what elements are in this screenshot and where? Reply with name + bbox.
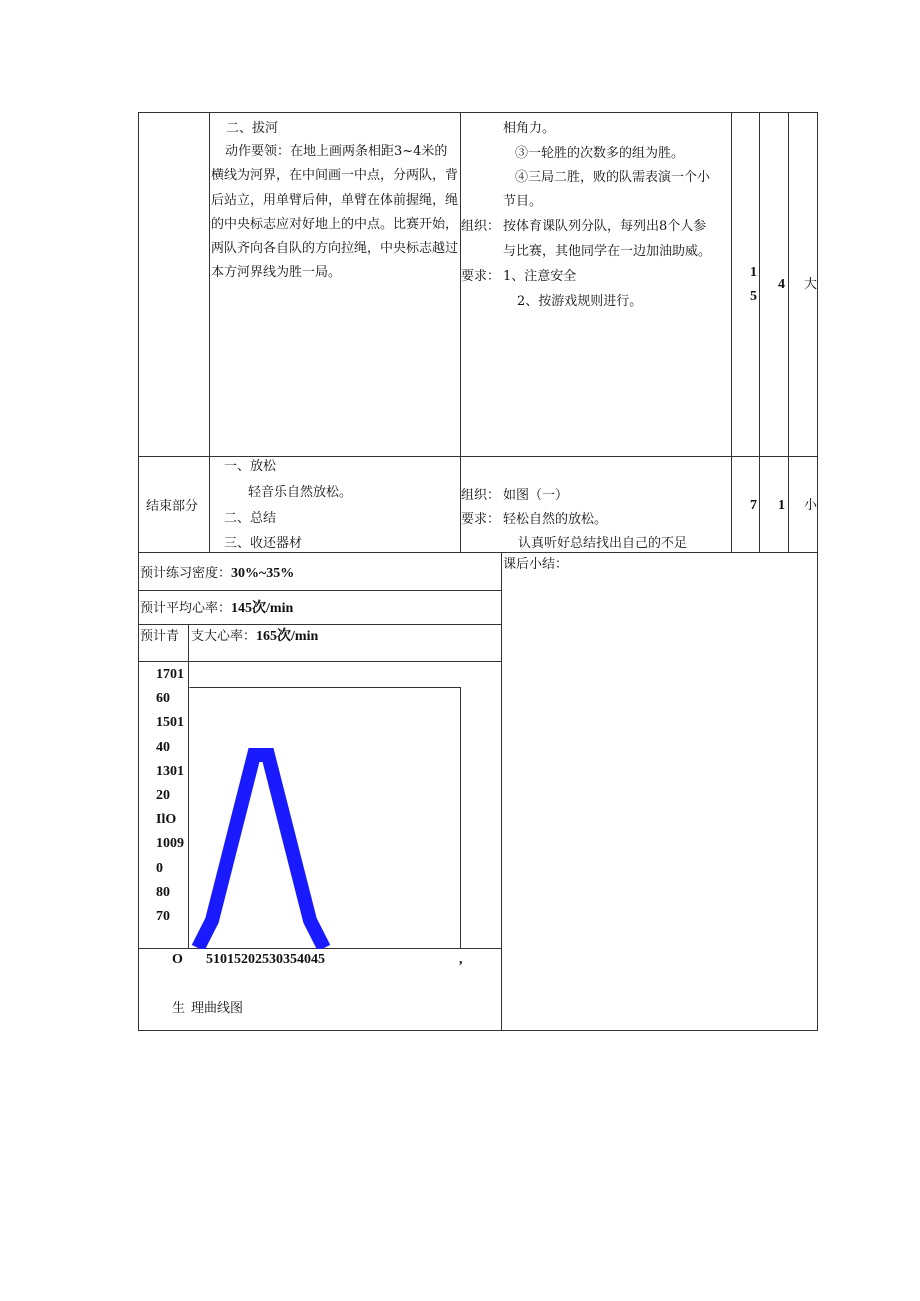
x-origin-label: O bbox=[172, 952, 183, 967]
org-text: 按体育课队列分队，每列出8个人参 bbox=[503, 219, 707, 234]
time-value: 7 bbox=[750, 498, 757, 513]
avg-heart-rate-label: 预计平均心率：145次/min bbox=[140, 601, 294, 616]
y-tick-label: 40 bbox=[156, 739, 170, 755]
content-line: ④三局二胜，败的队需表演一个小 bbox=[515, 170, 711, 185]
avg-heart-rate-value: 145次/min bbox=[231, 601, 294, 616]
content-line: 节目。 bbox=[503, 194, 543, 209]
tug-title: 二、拔河 bbox=[226, 121, 279, 136]
y-tick-label: 1009 bbox=[156, 836, 184, 852]
plot-frame bbox=[190, 688, 461, 949]
count-value: 1 bbox=[778, 498, 785, 513]
y-tick-label: 1501 bbox=[156, 715, 184, 731]
time-value: 1 bbox=[750, 265, 757, 280]
y-tick-label: 0 bbox=[156, 860, 163, 876]
content-line: 相角力。 bbox=[503, 121, 556, 136]
req-item: 2、按游戏规则进行。 bbox=[517, 294, 643, 309]
summary-label: 课后小结： bbox=[503, 557, 569, 572]
ending-item: 二、总结 bbox=[224, 511, 277, 526]
ending-item: 三、收还器材 bbox=[224, 536, 303, 551]
max-heart-rate-label-a: 预计青 bbox=[140, 629, 180, 644]
ending-item: 一、放松 bbox=[224, 459, 277, 474]
time-value: 5 bbox=[750, 289, 757, 304]
density-label: 预计练习密度：30%~35% bbox=[140, 566, 295, 581]
max-heart-rate-value: 165次/min bbox=[256, 629, 319, 644]
heart-rate-series-line bbox=[198, 755, 324, 948]
y-tick-label: 20 bbox=[156, 788, 170, 803]
intensity-value: 小 bbox=[804, 498, 818, 513]
y-tick-label: IlO bbox=[156, 812, 177, 828]
req-item: 1、注意安全 bbox=[503, 269, 577, 284]
y-tick-label: 60 bbox=[156, 691, 170, 707]
chart-caption: 理曲线图 bbox=[191, 1001, 244, 1016]
org-text: 如图（一） bbox=[503, 488, 569, 503]
y-tick-label: 1301 bbox=[156, 763, 184, 779]
req-text: 轻松自然的放松。 bbox=[503, 512, 608, 527]
intensity-value: 大 bbox=[804, 277, 818, 292]
org-text: 与比赛，其他同学在一边加油助威。 bbox=[503, 244, 712, 259]
y-tick-label: 70 bbox=[156, 909, 170, 924]
x-trailing-mark: , bbox=[459, 952, 463, 967]
content-line: ③一轮胜的次数多的组为胜。 bbox=[515, 146, 685, 161]
chart-caption-left: 生 bbox=[172, 1001, 186, 1016]
max-heart-rate-label: 支大心率：165次/min bbox=[191, 629, 319, 644]
section-label: 结束部分 bbox=[146, 499, 199, 514]
count-value: 4 bbox=[778, 277, 785, 292]
req-label: 要求： bbox=[461, 269, 501, 284]
density-value: 30%~35% bbox=[231, 566, 295, 581]
org-label: 组织： bbox=[461, 219, 501, 234]
tug-description: 动作要领：在地上画两条相距3~4米的横线为河界，在中间画一中点，分两队，背后站立，用单臂后伸，单臂在体前握绳，绳的中央标志应对好地上的中点。比赛开始，两队齐向各自队的方向拉绳，中央标志越过本方河界线为胜一局。 bbox=[211, 144, 459, 281]
y-tick-label: 1701 bbox=[156, 667, 184, 682]
ending-item-detail: 轻音乐自然放松。 bbox=[248, 485, 353, 500]
ending-note: 认真听好总结找出自己的不足 bbox=[518, 536, 688, 551]
x-tick-labels: 51015202530354045 bbox=[206, 952, 325, 967]
y-tick-label: 80 bbox=[156, 884, 170, 900]
req-label: 要求： bbox=[461, 512, 501, 527]
org-label: 组织： bbox=[461, 488, 501, 503]
